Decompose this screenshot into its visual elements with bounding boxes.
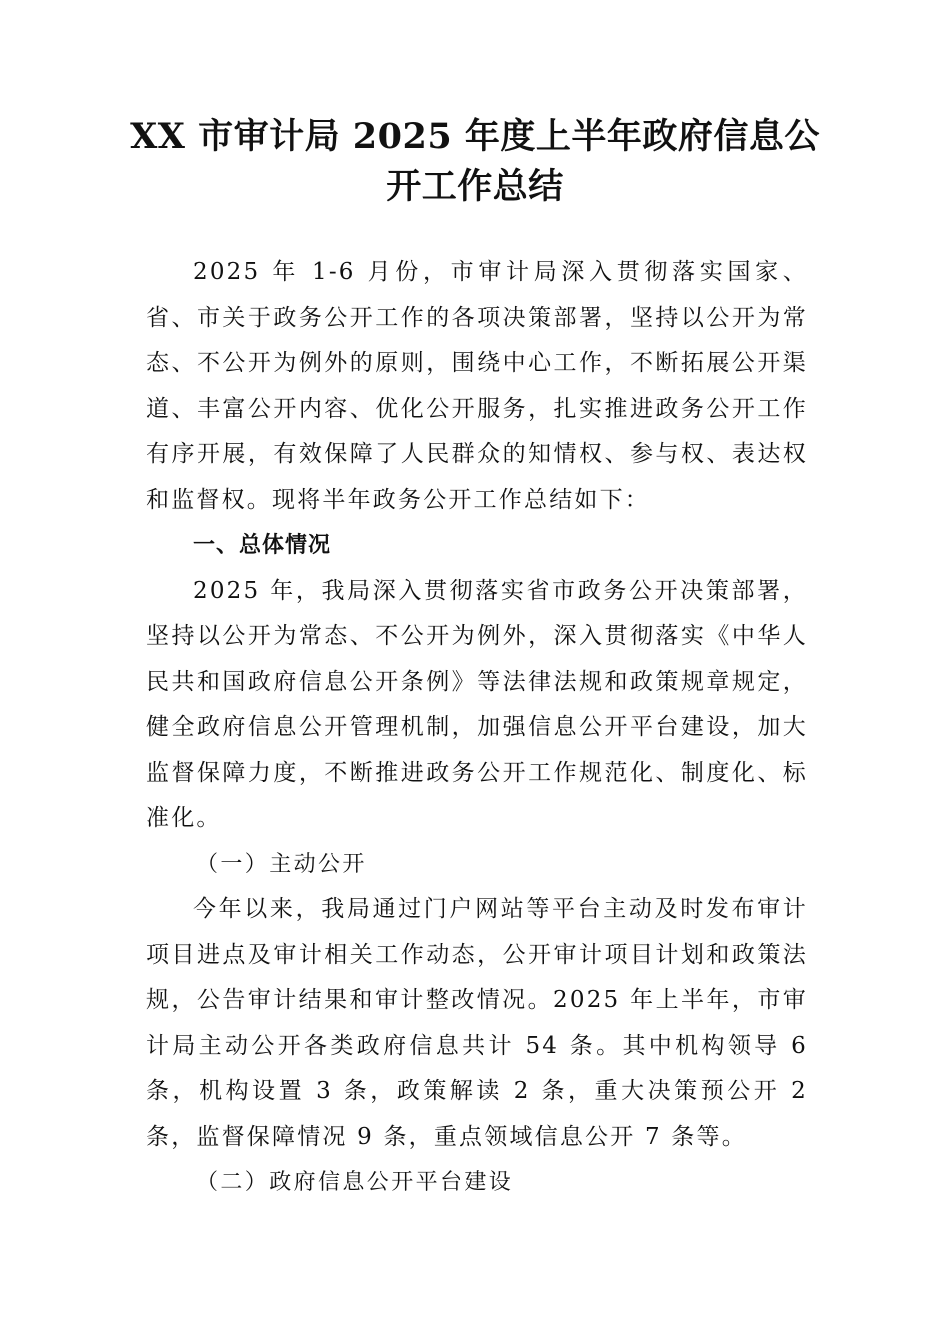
document-body <box>146 250 808 1206</box>
subsection-2-heading: （二）政府信息公开平台建设 <box>196 1170 514 1195</box>
section-1-heading: 一、总体情况 <box>193 533 332 558</box>
intro-paragraph: 2025 年 1-6 月份，市审计局深入贯彻落实国家、省、市关于政务公开工作的各项决策部署，坚持以公开为常态、不公开为例外的原则，围绕中心工作，不断拓展公开渠道、丰富公开内容、优化公开服务，扎实推进政务公开工作有序开展，有效保障了人民群众的知情权、参与权、表达权和监督权。现将半年政务公开工作总结如下： <box>146 259 808 513</box>
title-line-2: 开工作总结 <box>386 166 564 207</box>
section-1-paragraph: 2025 年，我局深入贯彻落实省市政务公开决策部署，坚持以公开为常态、不公开为例外，深入贯彻落实《中华人民共和国政府信息公开条例》等法律法规和政策规章规定，健全政府信息公开管理机制，加强信息公开平台建设，加大监督保障力度，不断推进政务公开工作规范化、制度化、标准化。 <box>146 577 808 831</box>
document-title <box>120 112 830 212</box>
title-line-1: XX 市审计局 2025 年度上半年政府信息公 <box>130 116 820 157</box>
subsection-1-paragraph: 今年以来，我局通过门户网站等平台主动及时发布审计项目进点及审计相关工作动态，公开审计项目计划和政策法规，公告审计结果和审计整改情况。2025 年上半年，市审计局主动公开各类政府信息共计 54 条。其中机构领导 6 条，机构设置 3 条，政策解读 2 条，重大决策预公开 2 条，监督保障情况 9 条，重点领域信息公开 7 条等。 <box>146 896 808 1150</box>
subsection-1-heading: （一）主动公开 <box>196 851 367 877</box>
